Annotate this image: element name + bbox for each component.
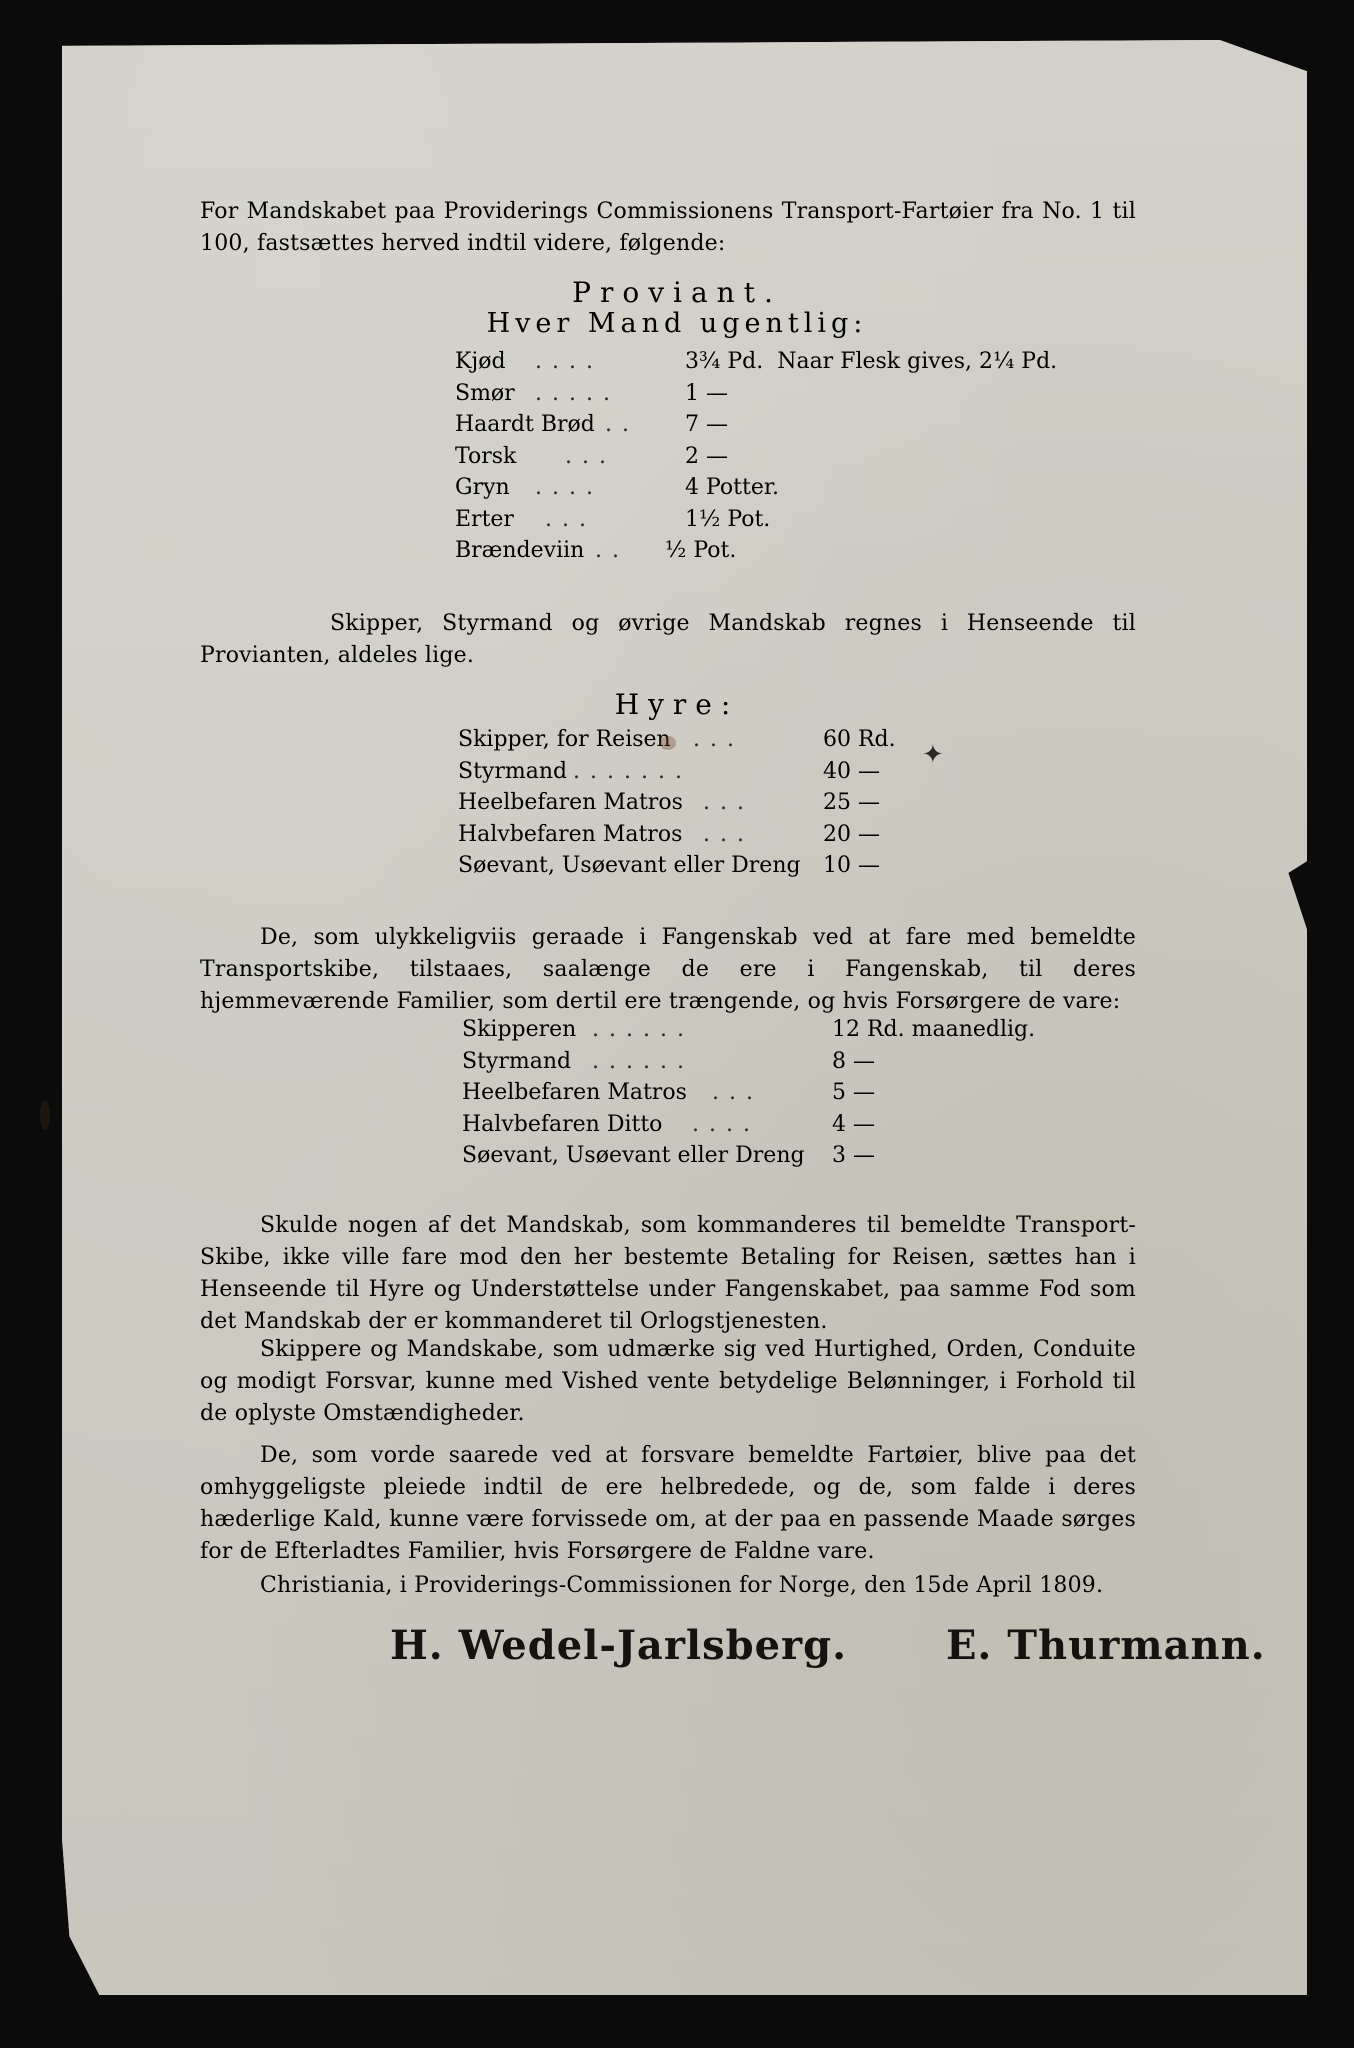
ink-stain (40, 1100, 50, 1130)
hire-amount: 20 — (823, 821, 880, 847)
provision-quantity: 2 — (685, 443, 728, 469)
captivity-list (462, 1014, 1035, 1172)
rewards-paragraph (200, 1334, 1136, 1430)
captivity-row (462, 1046, 1035, 1078)
captivity-item: Søevant, Usøevant eller Dreng (462, 1143, 805, 1169)
provision-item: Haardt Brød (455, 412, 595, 438)
leader-dots: .... (535, 475, 603, 501)
intro-paragraph (200, 196, 1136, 260)
captivity-row (462, 1014, 1035, 1046)
refusal-paragraph (200, 1210, 1136, 1338)
captivity-amount: 8 — (832, 1048, 875, 1074)
leader-dots: ... (545, 506, 596, 532)
captivity-row (462, 1140, 1035, 1172)
captivity-item: Heelbefaren Matros (462, 1080, 687, 1106)
hire-row (458, 850, 896, 882)
provision-item: Smør (455, 380, 515, 406)
ink-mark: ✦ (922, 740, 944, 770)
hire-amount: 40 — (823, 758, 880, 784)
leader-dots: ... (565, 443, 616, 469)
hire-item: Søevant, Usøevant eller Dreng (458, 853, 801, 879)
provision-row (455, 535, 1057, 567)
provision-item: Torsk (455, 443, 517, 469)
provision-quantity: 1½ Pot. (685, 506, 771, 532)
captivity-amount: 3 — (832, 1143, 875, 1169)
provision-list (455, 346, 1057, 567)
leader-dots: .. (605, 412, 639, 438)
provision-row (455, 504, 1057, 536)
provision-quantity: 1 — (685, 380, 728, 406)
leader-dots: ..... (535, 380, 620, 406)
leader-dots: ... (693, 727, 744, 753)
hire-row (458, 819, 896, 851)
hire-list (458, 724, 896, 882)
captivity-item: Skipperen (462, 1017, 577, 1043)
leader-dots: .... (535, 349, 603, 375)
refusal-text: Skulde nogen af det Mandskab, som kommanderes til bemeldte Transport-Skibe, ikke ville fare mod den her bestemte Betaling for Reisen, sættes han i Henseende til Hyre og Understøttelse under Fangenskabet, paa samme Fod som det Mandskab der er kommanderet til Orlogstjenesten. (200, 1213, 1136, 1334)
provision-quantity: ½ Pot. (665, 538, 737, 564)
hire-item: Styrmand (458, 758, 568, 784)
captivity-amount: 4 — (832, 1111, 875, 1137)
leader-dots: ....... (573, 758, 692, 784)
wounded-paragraph (200, 1440, 1136, 1568)
provision-item: Erter (455, 506, 514, 532)
provision-row (455, 346, 1057, 378)
provision-row (455, 378, 1057, 410)
leader-dots: ... (703, 790, 754, 816)
leader-dots: .... (692, 1111, 760, 1137)
provision-quantity: 7 — (685, 412, 728, 438)
wounded-text: De, som vorde saarede ved at forsvare bemeldte Fartøier, blive paa det omhyggeligste pleiede indtil de ere helbredede, og de, som falde i deres hæderlige Kald, kunne være forvissede om, at der paa en passende Maade sørges for de Efterladtes Familier, hvis Forsørgere de Faldne vare. (200, 1443, 1136, 1564)
captivity-text: De, som ulykkeligviis geraade i Fangenskab ved at fare med bemeldte Transportskibe, tilstaaes, saalænge de ere i Fangenskab, til deres hjemmeværende Familier, som dertil ere trængende, og hvis Forsørgere de vare: (200, 925, 1136, 1014)
hire-row (458, 787, 896, 819)
hire-amount: 60 Rd. (823, 727, 896, 753)
provision-row (455, 472, 1057, 504)
signature-wedel-jarlsberg: H. Wedel-Jarlsberg. (390, 1622, 847, 1669)
captivity-item: Halvbefaren Ditto (462, 1111, 663, 1137)
captivity-amount: 12 Rd. maanedlig. (832, 1017, 1036, 1043)
dateline-block (200, 1570, 1136, 1602)
leader-dots: ...... (592, 1017, 694, 1043)
hire-row (458, 724, 896, 756)
leader-dots: ... (712, 1080, 763, 1106)
dateline: Christiania, i Providerings-Commissionen for Norge, den 15de April 1809. (260, 1573, 1104, 1598)
leader-dots: .. (595, 538, 629, 564)
provision-item: Gryn (455, 475, 510, 501)
captivity-amount: 5 — (832, 1080, 875, 1106)
intro-text: For Mandskabet paa Providerings Commissionens Transport-Fartøier fra No. 1 til 100, fastsættes herved indtil videre, følgende: (200, 199, 1136, 256)
signature-block (390, 1622, 1266, 1669)
hire-item: Heelbefaren Matros (458, 790, 683, 816)
provision-item: Kjød (455, 349, 506, 375)
signature-thurmann: E. Thurmann. (945, 1622, 1266, 1669)
provision-note-text: Skipper, Styrmand og øvrige Mandskab regnes i Henseende til Provianten, aldeles lige. (200, 611, 1136, 668)
provision-subheading: Hver Mand ugentlig: (486, 308, 868, 339)
provision-quantity: 3¾ Pd. (685, 349, 764, 375)
captivity-row (462, 1077, 1035, 1109)
captivity-paragraph (200, 922, 1136, 1018)
captivity-item: Styrmand (462, 1048, 572, 1074)
provision-note: Naar Flesk gives, 2¼ Pd. (777, 349, 1058, 375)
hire-item: Skipper, for Reisen (458, 727, 671, 753)
hire-heading: Hyre: (614, 688, 740, 721)
hire-item: Halvbefaren Matros (458, 821, 683, 847)
captivity-row (462, 1109, 1035, 1141)
hire-amount: 25 — (823, 790, 880, 816)
hire-row (458, 756, 896, 788)
rewards-text: Skippere og Mandskabe, som udmærke sig ved Hurtighed, Orden, Conduite og modigt Forsvar, kunne med Vished vente betydelige Belønninger, i Forhold til de oplyste Omstændigheder. (200, 1337, 1136, 1426)
provision-note-paragraph (200, 608, 1136, 672)
hire-amount: 10 — (823, 853, 880, 879)
provision-item: Brændeviin (455, 538, 585, 564)
provision-row (455, 441, 1057, 473)
provision-row (455, 409, 1057, 441)
provision-heading: Proviant. (572, 276, 782, 309)
leader-dots: ...... (592, 1048, 694, 1074)
provision-quantity: 4 Potter. (685, 475, 779, 501)
leader-dots: ... (703, 821, 754, 847)
ink-stain (660, 736, 676, 750)
